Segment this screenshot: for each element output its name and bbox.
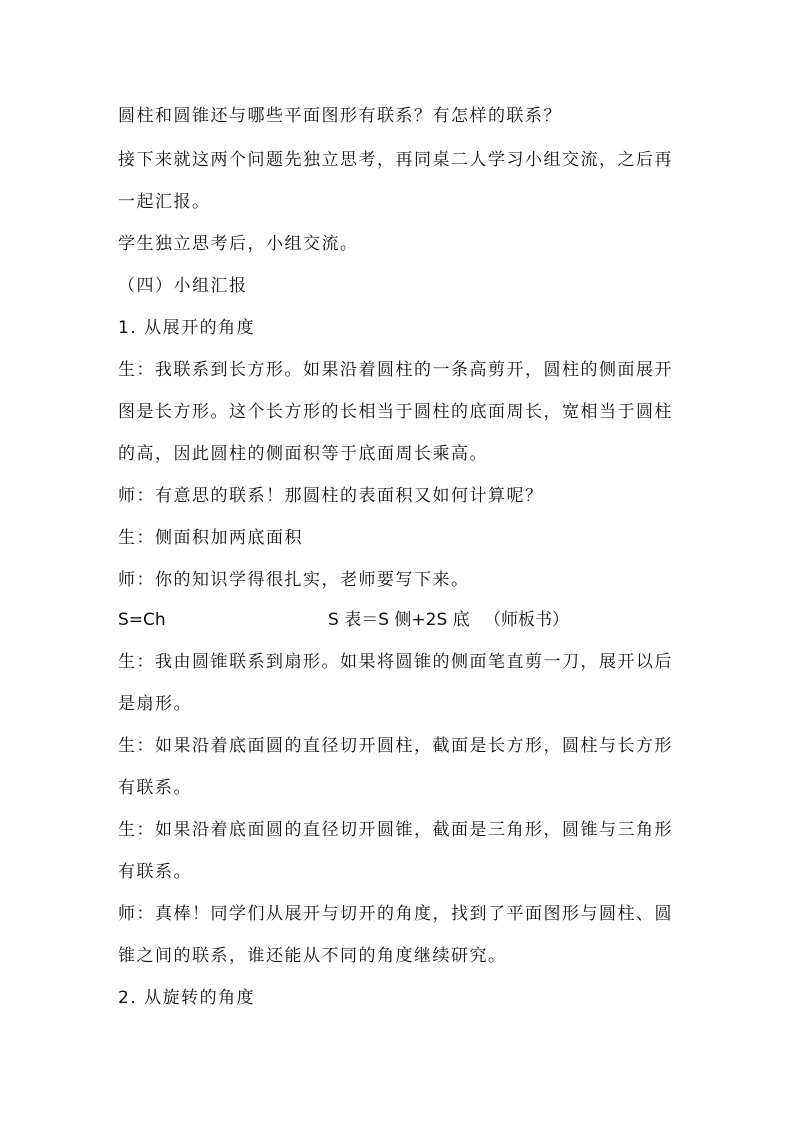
- subsection-heading: 2. 从旋转的角度: [118, 988, 256, 1008]
- paragraph-line: 生：我由圆锥联系到扇形。如果将圆锥的侧面笔直剪一刀，展开以后: [118, 652, 673, 672]
- paragraph-line: 生：侧面积加两底面积: [118, 528, 303, 548]
- subsection-heading: 1. 从展开的角度: [118, 318, 256, 338]
- section-heading: （四）小组汇报: [118, 276, 248, 296]
- paragraph-line: 有联系。: [118, 778, 192, 798]
- formula-lateral-area: S=Ch: [118, 610, 166, 630]
- paragraph-line: 的高，因此圆柱的侧面积等于底面周长乘高。: [118, 444, 488, 464]
- paragraph-line: 生：我联系到长方形。如果沿着圆柱的一条高剪开，圆柱的侧面展开: [118, 360, 673, 380]
- paragraph-line: 是扇形。: [118, 694, 192, 714]
- paragraph-line: 圆柱和圆锥还与哪些平面图形有联系？有怎样的联系？: [118, 106, 562, 126]
- formula-surface-area: S 表＝S 侧+2S 底: [328, 610, 470, 630]
- paragraph-line: 接下来就这两个问题先独立思考，再同桌二人学习小组交流，之后再: [118, 150, 673, 170]
- paragraph-line: 图是长方形。这个长方形的长相当于圆柱的底面周长，宽相当于圆柱: [118, 402, 673, 422]
- paragraph-line: 锥之间的联系，谁还能从不同的角度继续研究。: [118, 946, 507, 966]
- paragraph-line: 有联系。: [118, 862, 192, 882]
- paragraph-line: 生：如果沿着底面圆的直径切开圆柱，截面是长方形，圆柱与长方形: [118, 736, 673, 756]
- formula-line: [118, 608, 678, 632]
- paragraph-line: 师：你的知识学得很扎实，老师要写下来。: [118, 570, 470, 590]
- paragraph-line: 师：真棒！同学们从展开与切开的角度，找到了平面图形与圆柱、圆: [118, 904, 673, 924]
- paragraph-line: 学生独立思考后，小组交流。: [118, 234, 359, 254]
- paragraph-line: 一起汇报。: [118, 192, 211, 212]
- paragraph-line: 生：如果沿着底面圆的直径切开圆锥，截面是三角形，圆锥与三角形: [118, 820, 673, 840]
- formula-note: （师板书）: [484, 610, 569, 630]
- paragraph-line: 师：有意思的联系！那圆柱的表面积又如何计算呢？: [118, 486, 544, 506]
